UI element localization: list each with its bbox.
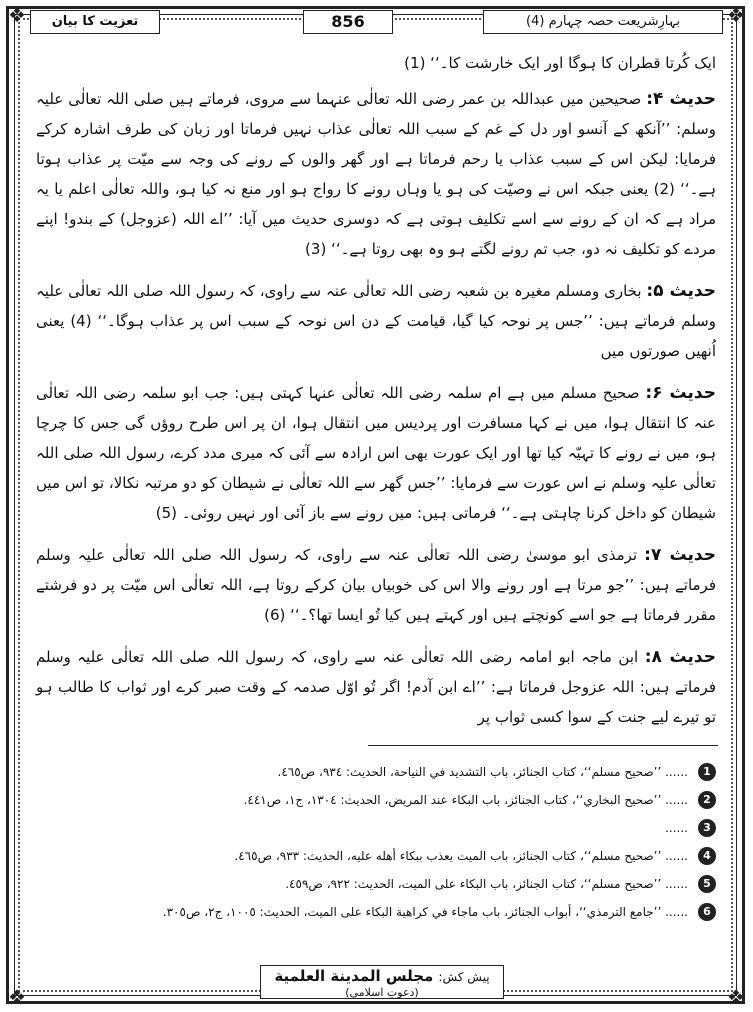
footnote-item — [36, 786, 716, 814]
hadith-text: ترمذی ابو موسیٰ رضی اللہ تعالٰی عنہ سے راوی، کہ رسول اللہ صلی اللہ تعالٰی علیہ وسلم فرماتے ہیں: ’’جو مرتا ہے اور رونے والا اس کی خوبیاں بیان کرکے روتا ہے، اللہ تعالٰی اس میّت پر دو فرشتے مقرر فرماتا ہے جو اسے کونچتے ہیں اور کہتے ہیں کیا تُو ایسا تھا؟۔‘‘ (6) — [36, 546, 716, 624]
hadith-4 — [36, 84, 716, 264]
publisher-subtitle: (دعوتِ اسلامی) — [345, 986, 419, 999]
footnote-text: ...... ’’صحيح البخاري‘‘، كتاب الجنائز، باب البكاء عند المريض، الحديث: ١٣٠٤، ج١، ص٤٤١. — [243, 793, 688, 807]
footnote-text: ...... ’’جامع الترمذي‘‘، أبواب الجنائز، باب ماجاء في كراهية البكاء على الميت، الحديث: ١٠٠٥، ج٢، ص٣٠٥. — [162, 905, 688, 919]
hadith-6 — [36, 378, 716, 528]
hadith-5 — [36, 276, 716, 366]
hadith-label: حدیث ۷: — [644, 545, 716, 565]
footnote-item — [36, 758, 716, 786]
corner-ornament-icon: ❖ — [8, 3, 26, 27]
hadith-label: حدیث ۵: — [646, 281, 716, 301]
footnote-number: 2 — [698, 791, 716, 809]
corner-ornament-icon: ❖ — [727, 985, 745, 1009]
footnote-text: ...... — [665, 821, 688, 835]
footnote-item — [36, 814, 716, 842]
footnote-divider — [368, 745, 718, 746]
hadith-text: بخاری ومسلم مغیرہ بن شعبہ رضی اللہ تعالٰی عنہ سے راوی، کہ رسول اللہ صلی اللہ تعالٰی علیہ وسلم فرماتے ہیں: ’’جس پر نوحہ کیا گیا، قیامت کے دن اس نوحہ کے سبب اس پر عذاب ہوگا۔‘‘ (4) یعنی اُنھیں صورتوں میں — [36, 282, 716, 360]
page-number: 856 — [303, 10, 393, 34]
footnote-item — [36, 898, 716, 926]
hadith-label: حدیث ۴: — [646, 89, 716, 109]
footnote-number: 4 — [698, 847, 716, 865]
footnotes — [36, 758, 716, 926]
page-footer — [0, 963, 753, 1003]
chapter-topic: تعزیت کا بیان — [30, 10, 160, 34]
main-text — [36, 48, 716, 738]
corner-ornament-icon: ❖ — [8, 985, 26, 1009]
footnote-number: 5 — [698, 875, 716, 893]
footnote-item — [36, 842, 716, 870]
page-header — [30, 4, 723, 36]
footnote-text: ...... ’’صحيح مسلم‘‘، كتاب الجنائز، باب التشديد في النياحة، الحديث: ٩٣٤، ص٤٦٥. — [277, 765, 688, 779]
hadith-text: صحیحین میں عبداللہ بن عمر رضی اللہ تعالٰی عنہما سے مروی، فرماتے ہیں صلی اللہ تعالٰی علیہ وسلم: ’’آنکھ کے آنسو اور دل کے غم کے سبب اللہ تعالٰی عذاب نہیں فرماتا اور زبان کی طرف اشارہ کرکے فرمایا: لیکن اس کے سبب عذاب یا رحم فرماتا ہے اور گھر والوں کے رونے کی وجہ سے میّت پر عذاب ہوتا ہے۔‘‘ (2) یعنی جبکہ اس نے وصیّت کی ہو یا وہاں رونے کا رواج ہو اور منع نہ کیا ہو، واللہ تعالٰی اعلم یا یہ مراد ہے کہ ان کے رونے سے اسے تکلیف ہوتی ہے کہ دوسری حدیث میں آیا: ’’اے اللہ (عزوجل) کے بندو! اپنے مردے کو تکلیف نہ دو، جب تم رونے لگتے ہو وہ بھی روتا ہے۔‘‘ (3) — [36, 90, 717, 258]
hadith-7 — [36, 540, 716, 630]
publisher-name: مجلس المدينة العلمية — [274, 967, 434, 985]
footnote-text: ...... ’’صحيح مسلم‘‘، كتاب الجنائز، باب الميت يعذب ببكاء أهله عليه، الحديث: ٩٣٣، ص٤٦٥. — [234, 849, 688, 863]
hadith-label: حدیث ۶: — [645, 383, 716, 403]
hadith-text: ابن ماجہ ابو امامہ رضی اللہ تعالٰی عنہ سے راوی، کہ رسول اللہ صلی اللہ تعالٰی علیہ وسلم فرماتے ہیں: اللہ عزوجل فرماتا ہے: ’’اے ابن آدم! اگر تُو اوّل صدمہ کے وقت صبر کرے اور ثواب کا طالب ہو تو تیرے لیے جنت کے سوا کسی ثواب پر — [36, 648, 716, 726]
hadith-text: صحیح مسلم میں ہے ام سلمہ رضی اللہ تعالٰی عنہا کہتی ہیں: جب ابو سلمہ رضی اللہ تعالٰی عنہ کا انتقال ہوا، میں نے کہا مسافرت اور پردیس میں انتقال ہوا، ان پر اس طرح روؤں گی جس کا چرچا ہو، میں نے رونے کا تہیّہ کیا تھا اور ایک عورت بھی اس ارادہ سے آئی کہ میری مدد کرے، رسول اللہ صلی اللہ تعالٰی علیہ وسلم نے اس عورت سے فرمایا: ’’جس گھر سے اللہ تعالٰی نے شیطان کو دو مرتبہ نکالا، تو اس میں شیطان کو داخل کرنا چاہتی ہے۔‘‘ فرماتی ہیں: میں رونے سے باز آئی اور نہیں روئی۔ (5) — [36, 384, 716, 522]
publisher-box — [260, 965, 504, 999]
hadith-label: حدیث ۸: — [644, 647, 716, 667]
intro-paragraph: ایک کُرتا قطران کا ہوگا اور ایک خارشت کا۔‘‘ (1) — [404, 54, 716, 72]
footnote-number: 3 — [698, 819, 716, 837]
running-title: بہارِشریعت حصہ چہارم (4) — [483, 10, 723, 34]
publisher-line — [261, 966, 503, 987]
footnote-text: ...... ’’صحيح مسلم‘‘، كتاب الجنائز، باب البكاء على الميت، الحديث: ٩٢٢، ص٤٥٩. — [285, 877, 688, 891]
footnote-item — [36, 870, 716, 898]
footnote-number: 1 — [698, 763, 716, 781]
hadith-8 — [36, 642, 716, 732]
footnote-number: 6 — [698, 903, 716, 921]
corner-ornament-icon: ❖ — [727, 3, 745, 27]
footer-prefix: پیش کش: — [438, 970, 490, 984]
